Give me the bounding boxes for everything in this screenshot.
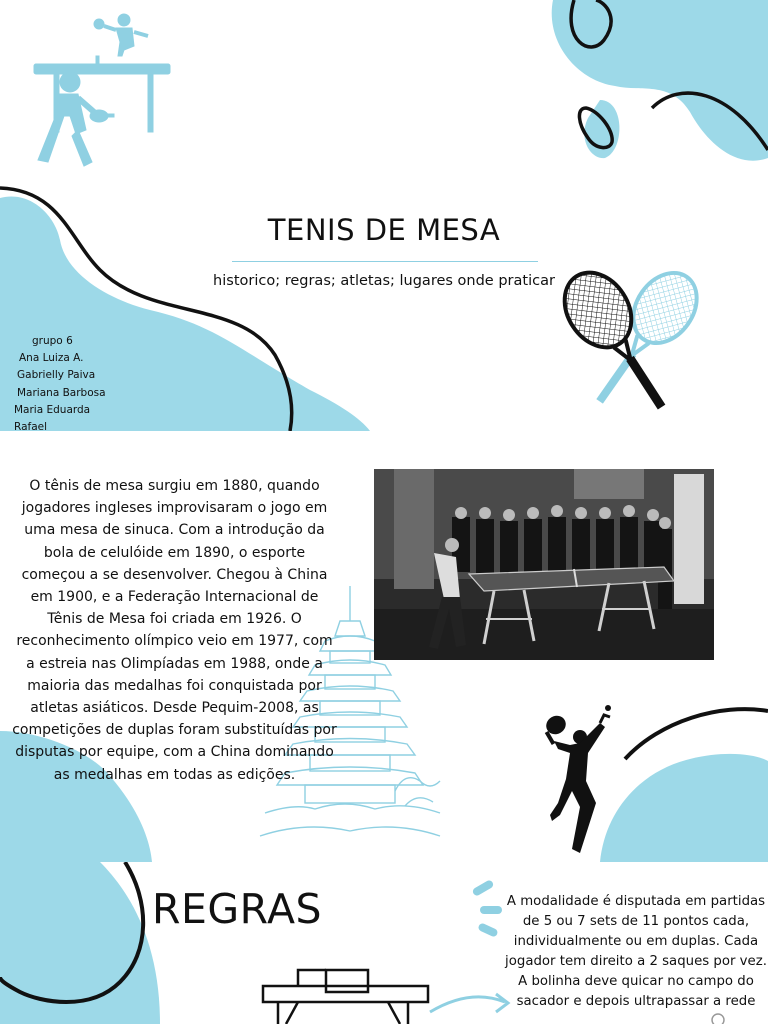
title-slide	[0, 0, 768, 431]
table-tennis-players-icon	[26, 12, 176, 167]
member-name: Maria Eduarda	[14, 403, 91, 416]
rules-slide	[0, 862, 768, 1024]
group-members	[14, 333, 106, 431]
crossed-rackets-icon	[560, 268, 710, 420]
historic-photo	[374, 469, 714, 660]
history-paragraph: O tênis de mesa surgiu em 1880, quando jogadores ingleses improvisaram o jogo em uma mesa de sinuca. Com a introdução da bola de celulóide em 1890, o esporte começou a se desenvolver. Chegou à China em 1900, e a Federação Internacional de Tênis de Mesa foi criada em 1926. O reconhecimento olímpico veio em 1977, com a estreia nas Olimpíadas em 1988, onde a maioria das medalhas foi conquistada por atletas asiáticos. Desde Pequim-2008, as competições de duplas foram substituídas por disputas por equipe, com a China dominando as medalhas em todas as edições.	[12, 478, 337, 783]
history-slide	[0, 431, 768, 862]
rules-title: REGRAS	[152, 885, 323, 933]
page-title: TENIS DE MESA	[267, 213, 501, 247]
page-subtitle: historico; regras; atletas; lugares onde praticar	[213, 273, 555, 289]
member-name: Ana Luiza A.	[19, 352, 84, 365]
player-silhouette-icon	[540, 703, 620, 853]
title-divider	[232, 261, 538, 262]
member-name: Mariana Barbosa	[17, 386, 106, 399]
rules-paragraph: A modalidade é disputada em partidas de 5 ou 7 sets de 11 pontos cada, individualmente ou em duplas. Cada jogador tem direito a 2 saques por vez. A bolinha deve quicar no campo do sacador e depois ultrapassar a rede	[505, 894, 767, 1009]
member-name: Rafael	[14, 421, 48, 431]
ping-pong-table-icon	[258, 962, 438, 1024]
member-name: Gabrielly Paiva	[17, 369, 96, 382]
group-label: grupo 6	[32, 335, 73, 347]
